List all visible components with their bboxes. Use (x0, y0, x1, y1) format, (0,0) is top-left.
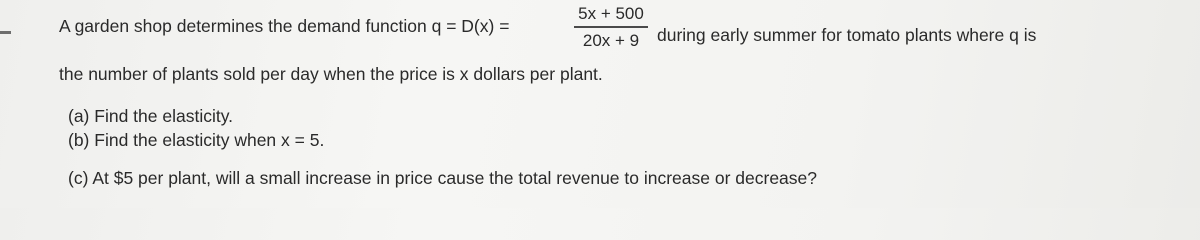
part-a-text: Find the elasticity. (94, 106, 234, 126)
margin-tick-mark (0, 31, 11, 34)
problem-intro-continued: during early summer for tomato plants where q is (657, 25, 1037, 45)
fraction-numerator: 5x + 500 (578, 4, 644, 23)
fraction-bar (574, 26, 648, 28)
problem-continuation-text: the number of plants sold per day when the price is x dollars per plant. (59, 64, 603, 84)
part-b-text: Find the elasticity when x = 5. (94, 130, 325, 150)
part-b (68, 130, 324, 150)
part-c-label: (c) (68, 168, 89, 188)
demand-fraction (574, 4, 648, 51)
part-c (68, 168, 817, 188)
fraction-denominator: 20x + 9 (582, 30, 640, 50)
part-c-text: At $5 per plant, will a small increase in price cause the total revenue to increase or decrease? (92, 168, 818, 188)
part-a-label: (a) (68, 106, 90, 126)
problem-intro-text: A garden shop determines the demand function q = D(x) = (59, 16, 510, 36)
part-a (68, 106, 233, 126)
part-b-label: (b) (68, 130, 90, 150)
